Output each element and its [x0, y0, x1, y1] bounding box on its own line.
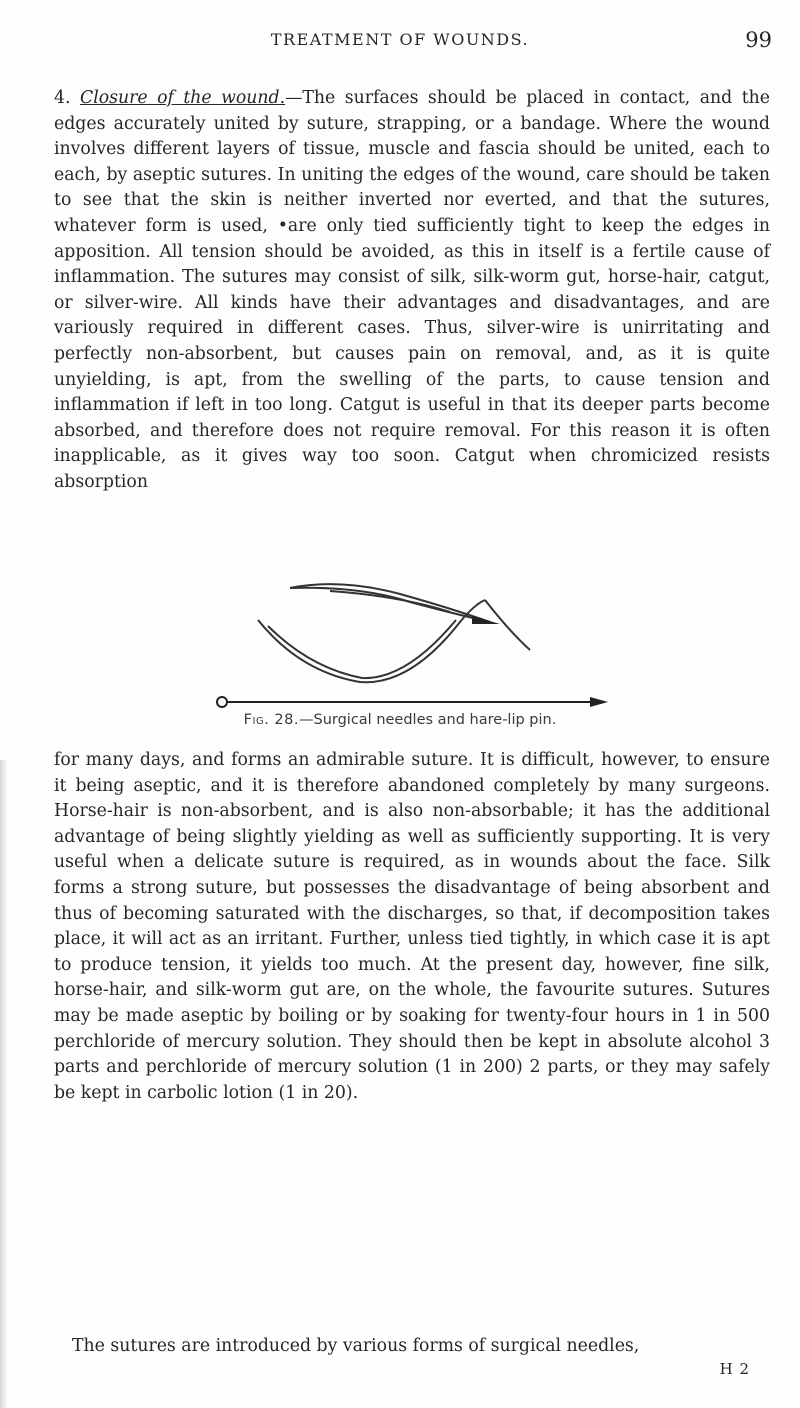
- figure-label: Fig. 28.: [243, 712, 299, 728]
- hare-lip-pin: [217, 697, 608, 707]
- paragraph-suture-materials: for many days, and forms an admirable suture. It is difficult, however, to ensure it being aseptic, and it is therefore abandoned completely by many surgeons. Horse-hair is non-absorbent, and is also non-absorbable; it has the additional advantage of being slightly yielding as well as sufficiently supporting. It is very useful when a delicate suture is required, as in wounds about the face. Silk forms a strong suture, but possesses the disadvantage of being absorbent and thus of becoming saturated with the discharges, so that, if decomposition takes place, it will act as an irritant. Further, unless tied tightly, in which case it is apt to produce tension, it yields too much. At the present day, however, fine silk, horse-hair, and silk-worm gut are, on the whole, the favourite sutures. Sutures may be made aseptic by boiling or by soaking for twenty-four hours in 1 in 500 perchloride of mercury solution. They should then be kept in absolute alcohol 3 parts and perchloride of mercury solution (1 in 200) 2 parts, or they may safely be kept in carbolic lotion (1 in 20).: [54, 750, 770, 1103]
- running-title: TREATMENT OF WOUNDS.: [270, 30, 530, 49]
- surgical-needles-figure: [210, 582, 620, 712]
- signature-mark: H 2: [719, 1360, 750, 1378]
- curved-needle-lower: [258, 600, 530, 682]
- page-number: 99: [745, 28, 772, 52]
- curved-needle-upper: [290, 584, 490, 622]
- paragraph-surgical-needles: The sutures are introduced by various forms of surgical needles,: [72, 1336, 640, 1356]
- page-gutter-shadow: [0, 760, 8, 1408]
- figure-caption-text: —Surgical needles and hare-lip pin.: [298, 712, 557, 728]
- section-heading: Closure of the wound.: [79, 88, 286, 108]
- curved-needle-upper-point: [472, 616, 500, 624]
- page-header: [0, 28, 800, 58]
- paragraph-closure-of-wound: [54, 86, 770, 496]
- paragraph-text: —The surfaces should be placed in contact, and the edges accurately united by suture, strapping, or a bandage. Where the wound involves different layers of tissue, muscle and fascia should be united, each to each, by aseptic sutures. In uniting the edges of the wound, care should be taken to see that the skin is neither inverted nor everted, and that the sutures, whatever form is used, •are only tied sufficiently tight to keep the edges in apposition. All tension should be avoided, as this in itself is a fertile cause of inflammation. The sutures may consist of silk, silk-worm gut, horse-hair, catgut, or silver-wire. All kinds have their advantages and disadvantages, and are variously required in different cases. Thus, silver-wire is unirritating and perfectly non-absorbent, but causes pain on removal, and, as it is quite unyielding, is apt, from the swelling of the parts, to cause tension and inflammation if left in too long. Catgut is useful in that its deeper parts become absorbed, and therefore does not require removal. For this reason it is often inapplicable, as it gives way too soon. Catgut when chromicized resists absorption: [54, 88, 770, 492]
- figure-caption: [0, 712, 800, 728]
- section-number: 4.: [54, 88, 71, 108]
